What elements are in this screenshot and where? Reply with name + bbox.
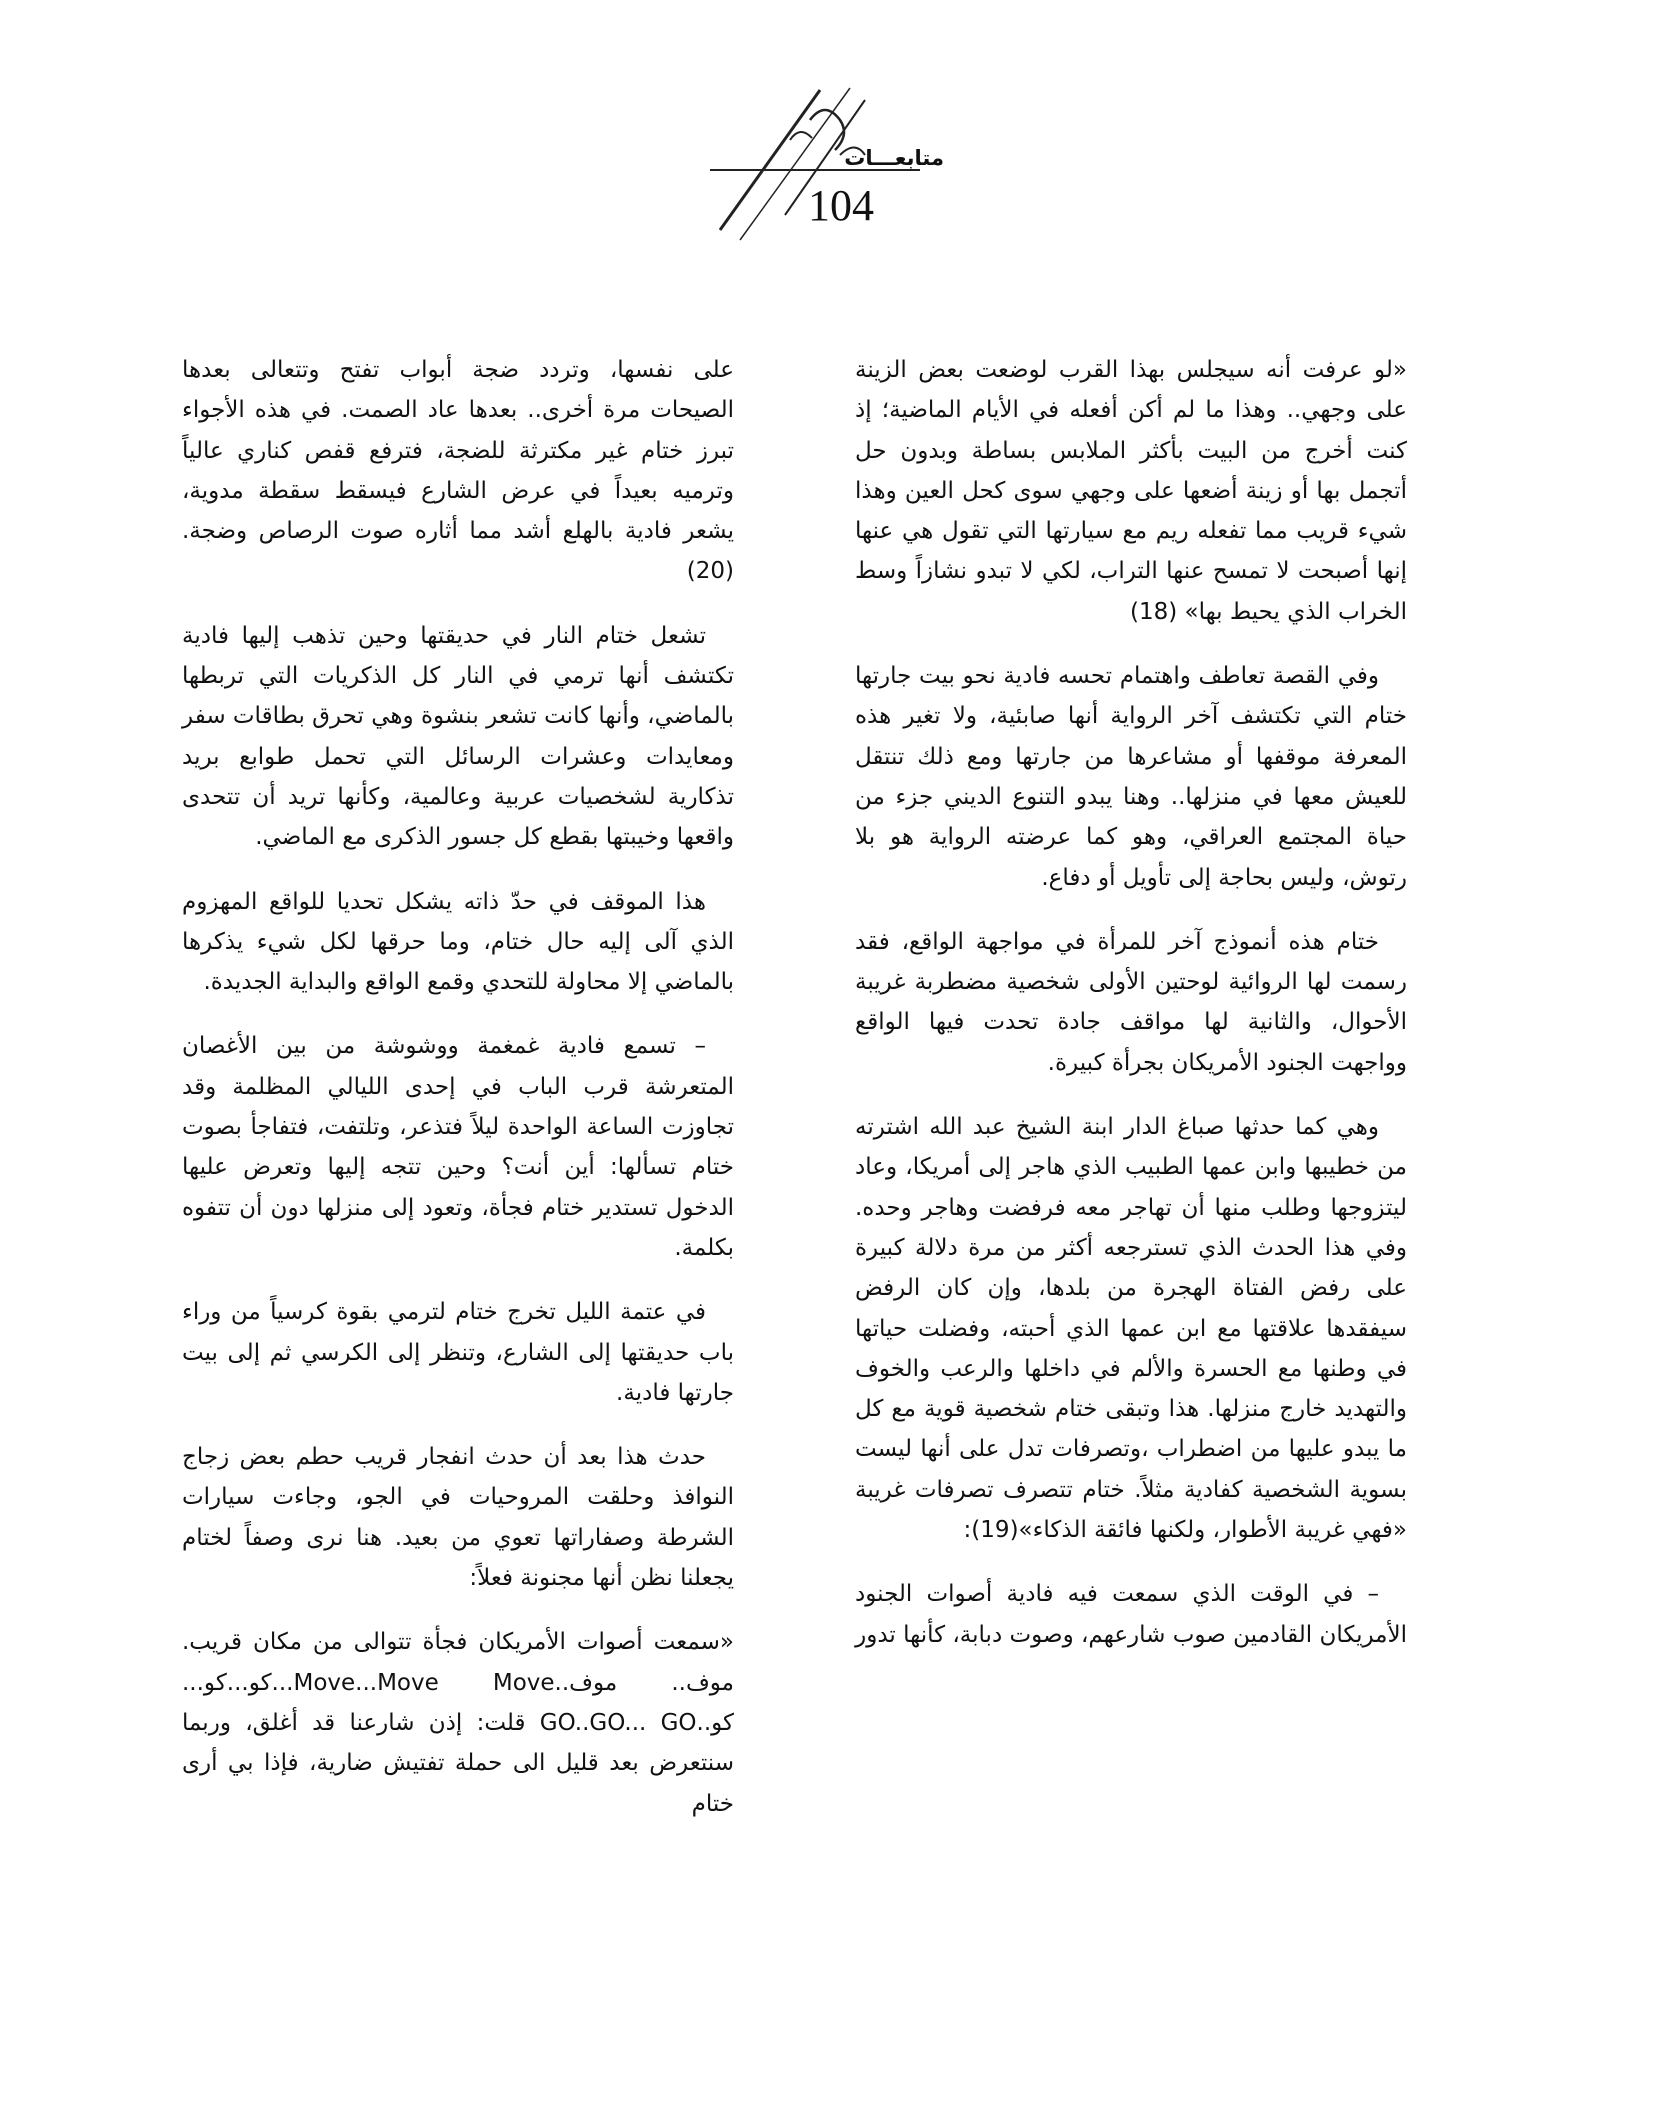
section-label: متابعـــات bbox=[844, 146, 944, 170]
right-column bbox=[855, 350, 1407, 1679]
left-column bbox=[182, 350, 734, 1848]
paragraph: – في الوقت الذي سمعت فيه فادية أصوات الجنود الأمريكان القادمين صوب شارعهم، وصوت دبابة، كأنها تدور bbox=[855, 1581, 1407, 1648]
paragraph: ختام هذه أنموذج آخر للمرأة في مواجهة الواقع، فقد رسمت لها الروائية لوحتين الأولى شخصية مضطربة غريبة الأحوال، والثانية لها مواقف جادة تحدت فيها الواقع وواجهت الجنود الأمريكان بجرأة كبيرة. bbox=[855, 928, 1407, 1076]
paragraph: على نفسها، وتردد ضجة أبواب تفتح وتتعالى بعدها الصيحات مرة أخرى.. بعدها عاد الصمت. في هذه الأجواء تبرز ختام غير مكترثة للضجة، فترفع قفص كناري عالياً وترميه بعيداً في عرض الشارع فيسقط سقطة مدوية، يشعر فادية بالهلع أشد مما أثاره صوت الرصاص وضجة.(20) bbox=[182, 357, 734, 585]
paragraph: وهي كما حدثها صباغ الدار ابنة الشيخ عبد الله اشترته من خطيبها وابن عمها الطبيب الذي هاجر إلى أمريكا، وعاد ليتزوجها وطلب منها أن تهاجر معه فرفضت وهاجر وحده. وفي هذا الحدث الذي تسترجعه أكثر من مرة دلالة كبيرة على رفض الفتاة الهجرة من بلدها، وإن كان الرفض سيفقدها علاقتها مع ابن عمها الذي أحبته، وفضلت حياتها في وطنها مع الحسرة والألم في داخلها والرعب والخوف والتهديد خارج منزلها. هذا وتبقى ختام شخصية قوية مع كل ما يبدو عليها من اضطراب ،وتصرفات تدل على أنها ليست بسوية الشخصية كفادية مثلاً. ختام تتصرف تصرفات غريبة «فهي غريبة الأطوار، ولكنها فائقة الذكاء»(19): bbox=[855, 1114, 1407, 1544]
paragraph: وفي القصة تعاطف واهتمام تحسه فادية نحو بيت جارتها ختام التي تكتشف آخر الرواية أنها صابئية، ولا تغير هذه المعرفة موقفها أو مشاعرها من جارتها ومع ذلك تنتقل للعيش معها في منزلها.. وهنا يبدو التنوع الديني جزء من حياة المجتمع العراقي، وهو كما عرضته الرواية هو بلا رتوش، وليس بحاجة إلى تأويل أو دفاع. bbox=[855, 663, 1407, 891]
page-header bbox=[690, 80, 1010, 250]
paragraph: تشعل ختام النار في حديقتها وحين تذهب إليها فادية تكتشف أنها ترمي في النار كل الذكريات التي تربطها بالماضي، وأنها كانت تشعر بنشوة وهي تحرق بطاقات سفر ومعايدات وعشرات الرسائل التي تحمل طوابع بريد تذكارية لشخصيات عربية وعالمية، وكأنها تريد أن تتحدى واقعها وخيبتها بقطع كل جسور الذكرى مع الماضي. bbox=[182, 622, 734, 851]
paragraph: «سمعت أصوات الأمريكان فجأة تتوالى من مكان قريب. موف.. موف..Move...Move Move...كو...كو... كو..GO..GO... GO قلت: إذن شارعنا قد أغلق، وربما سنتعرض بعد قليل الى حملة تفتيش ضارية، فإذا بي أرى ختام bbox=[182, 1629, 735, 1817]
paragraph: في عتمة الليل تخرج ختام لترمي بقوة كرسياً من وراء باب حديقتها إلى الشارع، وتنظر إلى الكرسي ثم إلى بيت جارتها فادية. bbox=[182, 1299, 734, 1406]
paragraph: «لو عرفت أنه سيجلس بهذا القرب لوضعت بعض الزينة على وجهي.. وهذا ما لم أكن أفعله في الأيام الماضية؛ إذ كنت أخرج من البيت بأكثر الملابس بساطة وبدون حل أتجمل بها أو زينة أضعها على وجهي سوى كحل العين وهذا شيء قريب مما تفعله ريم مع سيارتها التي تقول هي عنها إنها أصبحت لا تمسح عنها التراب، لكي لا تبدو نشازاً وسط الخراب الذي يحيط بها» (18) bbox=[855, 357, 1407, 625]
paragraph: حدث هذا بعد أن حدث انفجار قريب حطم بعض زجاج النوافذ وحلقت المروحيات في الجو، وجاءت سيارات الشرطة وصفاراتها تعوي من بعيد. هنا نرى وصفاً لختام يجعلنا نظن أنها مجنونة فعلاً: bbox=[182, 1444, 734, 1592]
page-number: 104 bbox=[808, 181, 874, 230]
paragraph: – تسمع فادية غمغمة ووشوشة من بين الأغصان المتعرشة قرب الباب في إحدى الليالي المظلمة وقد تجاوزت الساعة الواحدة ليلاً فتذعر، وتلتفت، فتفاجأ بصوت ختام تسألها: أين أنت؟ وحين تتجه إليها وتعرض عليها الدخول تستدير ختام فجأة، وتعود إلى منزلها دون أن تتفوه بكلمة. bbox=[182, 1033, 734, 1261]
paragraph: هذا الموقف في حدّ ذاته يشكل تحديا للواقع المهزوم الذي آلى إليه حال ختام، وما حرقها لكل شيء يذكرها بالماضي إلا محاولة للتحدي وقمع الواقع والبداية الجديدة. bbox=[182, 888, 734, 996]
